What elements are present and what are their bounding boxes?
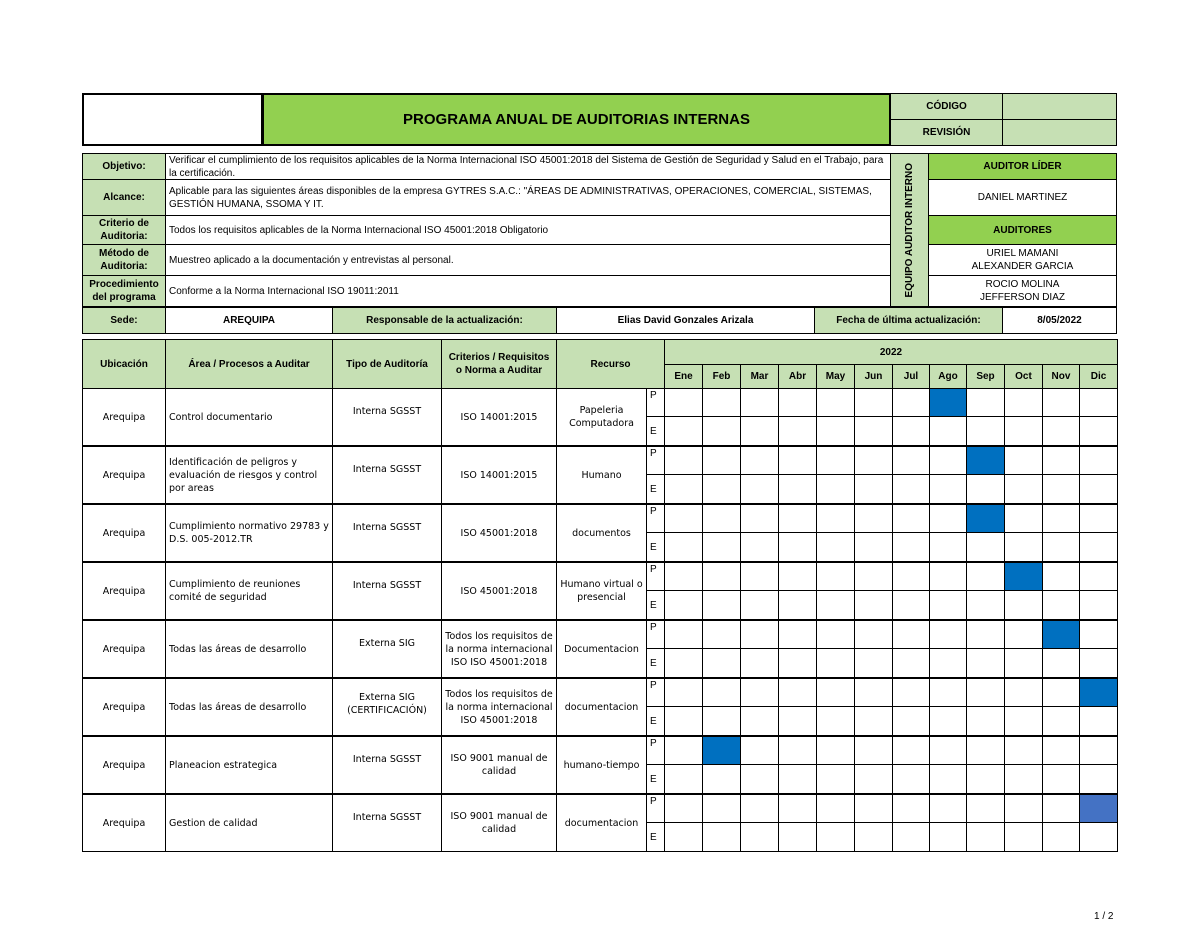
plan-cell-dic xyxy=(1079,446,1118,475)
exec-cell-abr xyxy=(778,764,817,794)
exec-cell-dic xyxy=(1079,648,1118,678)
exec-cell-ago xyxy=(929,822,967,852)
header-area: Área / Procesos a Auditar xyxy=(165,339,333,389)
plan-cell-mar xyxy=(740,388,779,417)
row-plan-label: P xyxy=(646,562,665,591)
plan-cell-jun xyxy=(854,504,893,533)
exec-cell-feb xyxy=(702,590,741,620)
plan-cell-ene xyxy=(664,562,703,591)
exec-cell-jul xyxy=(892,764,930,794)
plan-cell-ago xyxy=(929,504,967,533)
plan-cell-feb xyxy=(702,562,741,591)
exec-cell-sep xyxy=(966,416,1005,446)
plan-cell-ago xyxy=(929,388,967,417)
row-tipo: Externa SIG (CERTIFICACIÓN) xyxy=(332,678,442,736)
auditors-label: AUDITORES xyxy=(928,215,1117,245)
plan-cell-abr xyxy=(778,736,817,765)
plan-cell-oct xyxy=(1004,794,1043,823)
plan-cell-dic xyxy=(1079,794,1118,823)
row-ubicacion: Arequipa xyxy=(82,678,166,736)
plan-cell-nov xyxy=(1042,794,1080,823)
exec-cell-mar xyxy=(740,706,779,736)
month-header-dic: Dic xyxy=(1079,364,1118,389)
exec-cell-may xyxy=(816,474,855,504)
exec-cell-ene xyxy=(664,764,703,794)
plan-cell-nov xyxy=(1042,388,1080,417)
sede-value: AREQUIPA xyxy=(165,307,333,334)
exec-cell-may xyxy=(816,590,855,620)
row-criterio: Todos los requisitos de la norma internacional ISO ISO 45001:2018 xyxy=(441,620,557,678)
row-criterio: ISO 45001:2018 xyxy=(441,504,557,562)
exec-cell-feb xyxy=(702,706,741,736)
plan-cell-jul xyxy=(892,678,930,707)
exec-cell-nov xyxy=(1042,474,1080,504)
plan-cell-feb xyxy=(702,620,741,649)
plan-cell-may xyxy=(816,504,855,533)
exec-cell-jun xyxy=(854,590,893,620)
revision-label: REVISIÓN xyxy=(890,119,1003,146)
row-tipo: Interna SGSST xyxy=(332,562,442,620)
exec-cell-ago xyxy=(929,706,967,736)
exec-cell-jul xyxy=(892,822,930,852)
logo-area xyxy=(82,93,263,146)
exec-cell-dic xyxy=(1079,416,1118,446)
plan-cell-jun xyxy=(854,388,893,417)
row-tipo: Externa SIG xyxy=(332,620,442,678)
exec-cell-mar xyxy=(740,648,779,678)
plan-cell-ene xyxy=(664,388,703,417)
plan-cell-mar xyxy=(740,736,779,765)
plan-cell-feb xyxy=(702,736,741,765)
plan-cell-nov xyxy=(1042,562,1080,591)
auditors-group-2: ROCIO MOLINA JEFFERSON DIAZ xyxy=(928,275,1117,307)
code-label: CÓDIGO xyxy=(890,93,1003,120)
plan-cell-oct xyxy=(1004,504,1043,533)
header-criterios: Criterios / Requisitos o Norma a Auditar xyxy=(441,339,557,389)
row-plan-label: P xyxy=(646,736,665,765)
exec-cell-mar xyxy=(740,532,779,562)
exec-cell-dic xyxy=(1079,706,1118,736)
exec-cell-ene xyxy=(664,706,703,736)
plan-cell-abr xyxy=(778,446,817,475)
exec-cell-feb xyxy=(702,648,741,678)
exec-cell-sep xyxy=(966,822,1005,852)
plan-cell-jun xyxy=(854,736,893,765)
exec-cell-oct xyxy=(1004,590,1043,620)
plan-cell-mar xyxy=(740,678,779,707)
month-header-nov: Nov xyxy=(1042,364,1080,389)
exec-cell-ago xyxy=(929,474,967,504)
plan-cell-oct xyxy=(1004,446,1043,475)
page-title: PROGRAMA ANUAL DE AUDITORIAS INTERNAS xyxy=(262,93,891,146)
row-criterio: Todos los requisitos de la norma internacional ISO 45001:2018 xyxy=(441,678,557,736)
exec-cell-ago xyxy=(929,590,967,620)
plan-cell-sep xyxy=(966,794,1005,823)
plan-cell-jul xyxy=(892,562,930,591)
responsible-label: Responsable de la actualización: xyxy=(332,307,557,334)
exec-cell-jul xyxy=(892,474,930,504)
exec-cell-feb xyxy=(702,474,741,504)
plan-cell-abr xyxy=(778,794,817,823)
row-recurso: Humano xyxy=(556,446,647,504)
plan-cell-jul xyxy=(892,446,930,475)
exec-cell-oct xyxy=(1004,764,1043,794)
exec-cell-nov xyxy=(1042,416,1080,446)
exec-cell-feb xyxy=(702,416,741,446)
exec-cell-sep xyxy=(966,590,1005,620)
exec-cell-oct xyxy=(1004,474,1043,504)
exec-cell-ene xyxy=(664,822,703,852)
plan-cell-nov xyxy=(1042,620,1080,649)
exec-cell-jun xyxy=(854,706,893,736)
plan-cell-abr xyxy=(778,504,817,533)
exec-cell-jul xyxy=(892,532,930,562)
row-tipo: Interna SGSST xyxy=(332,446,442,504)
plan-cell-nov xyxy=(1042,446,1080,475)
exec-cell-nov xyxy=(1042,706,1080,736)
row-plan-label: P xyxy=(646,446,665,475)
plan-cell-jul xyxy=(892,620,930,649)
plan-cell-dic xyxy=(1079,678,1118,707)
plan-cell-jul xyxy=(892,736,930,765)
header-tipo: Tipo de Auditoría xyxy=(332,339,442,389)
exec-cell-mar xyxy=(740,590,779,620)
exec-cell-nov xyxy=(1042,648,1080,678)
plan-cell-dic xyxy=(1079,562,1118,591)
row-criterio: ISO 45001:2018 xyxy=(441,562,557,620)
exec-cell-ene xyxy=(664,648,703,678)
exec-cell-feb xyxy=(702,822,741,852)
exec-cell-mar xyxy=(740,764,779,794)
plan-cell-jul xyxy=(892,794,930,823)
row-exec-label: E xyxy=(646,532,665,562)
exec-cell-sep xyxy=(966,648,1005,678)
row-exec-label: E xyxy=(646,648,665,678)
exec-cell-ago xyxy=(929,416,967,446)
plan-cell-jun xyxy=(854,562,893,591)
plan-cell-jun xyxy=(854,678,893,707)
plan-cell-sep xyxy=(966,620,1005,649)
alcance-label: Alcance: xyxy=(82,179,166,216)
plan-cell-abr xyxy=(778,388,817,417)
plan-cell-dic xyxy=(1079,736,1118,765)
exec-cell-mar xyxy=(740,822,779,852)
exec-cell-jun xyxy=(854,416,893,446)
plan-cell-ene xyxy=(664,504,703,533)
exec-cell-nov xyxy=(1042,822,1080,852)
exec-cell-oct xyxy=(1004,532,1043,562)
exec-cell-dic xyxy=(1079,532,1118,562)
exec-cell-abr xyxy=(778,822,817,852)
plan-cell-jun xyxy=(854,620,893,649)
row-area: Identificación de peligros y evaluación de riesgos y control por areas xyxy=(165,446,333,504)
procedimiento-label: Procedimiento del programa xyxy=(82,275,166,307)
plan-cell-ago xyxy=(929,562,967,591)
header-ubicacion: Ubicación xyxy=(82,339,166,389)
plan-cell-sep xyxy=(966,562,1005,591)
exec-cell-abr xyxy=(778,706,817,736)
code-value xyxy=(1002,93,1117,120)
exec-cell-nov xyxy=(1042,764,1080,794)
page-number: 1 / 2 xyxy=(1094,911,1114,922)
header-year: 2022 xyxy=(664,339,1118,365)
exec-cell-jun xyxy=(854,474,893,504)
plan-cell-ene xyxy=(664,678,703,707)
row-ubicacion: Arequipa xyxy=(82,794,166,852)
exec-cell-jun xyxy=(854,648,893,678)
plan-cell-may xyxy=(816,794,855,823)
exec-cell-feb xyxy=(702,764,741,794)
plan-cell-dic xyxy=(1079,620,1118,649)
row-tipo: Interna SGSST xyxy=(332,736,442,794)
row-ubicacion: Arequipa xyxy=(82,388,166,446)
month-header-sep: Sep xyxy=(966,364,1005,389)
plan-cell-oct xyxy=(1004,388,1043,417)
alcance-text: Aplicable para las siguientes áreas disponibles de la empresa GYTRES S.A.C.: "ÁREAS DE ADMINISTRATIVAS, OPERACIONES, COMERCIAL, SISTEMAS, GESTIÓN HUMANA, SSOMA Y IT. xyxy=(165,179,891,216)
exec-cell-jun xyxy=(854,764,893,794)
exec-cell-jul xyxy=(892,648,930,678)
exec-cell-dic xyxy=(1079,764,1118,794)
exec-cell-ene xyxy=(664,590,703,620)
exec-cell-sep xyxy=(966,706,1005,736)
exec-cell-nov xyxy=(1042,532,1080,562)
exec-cell-ago xyxy=(929,648,967,678)
row-exec-label: E xyxy=(646,416,665,446)
plan-cell-nov xyxy=(1042,678,1080,707)
row-tipo: Interna SGSST xyxy=(332,388,442,446)
plan-cell-mar xyxy=(740,504,779,533)
plan-cell-feb xyxy=(702,794,741,823)
plan-cell-oct xyxy=(1004,562,1043,591)
exec-cell-may xyxy=(816,822,855,852)
row-area: Gestion de calidad xyxy=(165,794,333,852)
plan-cell-nov xyxy=(1042,736,1080,765)
plan-cell-sep xyxy=(966,678,1005,707)
exec-cell-sep xyxy=(966,764,1005,794)
plan-cell-abr xyxy=(778,678,817,707)
exec-cell-ene xyxy=(664,474,703,504)
row-recurso: Humano virtual o presencial xyxy=(556,562,647,620)
plan-cell-may xyxy=(816,388,855,417)
plan-cell-sep xyxy=(966,504,1005,533)
plan-cell-ene xyxy=(664,620,703,649)
lead-auditor-name: DANIEL MARTINEZ xyxy=(928,179,1117,216)
plan-cell-sep xyxy=(966,446,1005,475)
plan-cell-nov xyxy=(1042,504,1080,533)
row-tipo: Interna SGSST xyxy=(332,504,442,562)
plan-cell-may xyxy=(816,620,855,649)
exec-cell-oct xyxy=(1004,822,1043,852)
plan-cell-feb xyxy=(702,446,741,475)
plan-cell-abr xyxy=(778,562,817,591)
row-recurso: humano-tiempo xyxy=(556,736,647,794)
plan-cell-mar xyxy=(740,562,779,591)
exec-cell-jun xyxy=(854,822,893,852)
plan-cell-ago xyxy=(929,620,967,649)
exec-cell-may xyxy=(816,706,855,736)
month-header-may: May xyxy=(816,364,855,389)
plan-cell-dic xyxy=(1079,388,1118,417)
row-area: Cumplimiento de reuniones comité de seguridad xyxy=(165,562,333,620)
exec-cell-dic xyxy=(1079,822,1118,852)
exec-cell-oct xyxy=(1004,416,1043,446)
plan-cell-dic xyxy=(1079,504,1118,533)
plan-cell-may xyxy=(816,562,855,591)
exec-cell-ago xyxy=(929,532,967,562)
plan-cell-jun xyxy=(854,794,893,823)
responsible-value: Elias David Gonzales Arizala xyxy=(556,307,815,334)
row-area: Control documentario xyxy=(165,388,333,446)
row-plan-label: P xyxy=(646,794,665,823)
plan-cell-may xyxy=(816,736,855,765)
exec-cell-abr xyxy=(778,532,817,562)
exec-cell-jul xyxy=(892,706,930,736)
exec-cell-sep xyxy=(966,474,1005,504)
exec-cell-ene xyxy=(664,416,703,446)
month-header-ene: Ene xyxy=(664,364,703,389)
plan-cell-ago xyxy=(929,446,967,475)
row-criterio: ISO 14001:2015 xyxy=(441,446,557,504)
row-recurso: documentos xyxy=(556,504,647,562)
plan-cell-feb xyxy=(702,504,741,533)
sede-label: Sede: xyxy=(82,307,166,334)
plan-cell-abr xyxy=(778,620,817,649)
row-ubicacion: Arequipa xyxy=(82,736,166,794)
month-header-jun: Jun xyxy=(854,364,893,389)
exec-cell-oct xyxy=(1004,706,1043,736)
row-ubicacion: Arequipa xyxy=(82,562,166,620)
row-plan-label: P xyxy=(646,620,665,649)
row-area: Todas las áreas de desarrollo xyxy=(165,620,333,678)
exec-cell-jul xyxy=(892,416,930,446)
row-criterio: ISO 9001 manual de calidad xyxy=(441,794,557,852)
revision-value xyxy=(1002,119,1117,146)
exec-cell-nov xyxy=(1042,590,1080,620)
row-plan-label: P xyxy=(646,504,665,533)
exec-cell-dic xyxy=(1079,474,1118,504)
row-exec-label: E xyxy=(646,706,665,736)
exec-cell-abr xyxy=(778,648,817,678)
row-recurso: Papeleria Computadora xyxy=(556,388,647,446)
metodo-label: Método de Auditoria: xyxy=(82,244,166,276)
exec-cell-ene xyxy=(664,532,703,562)
auditors-group-1: URIEL MAMANI ALEXANDER GARCIA xyxy=(928,244,1117,276)
month-header-oct: Oct xyxy=(1004,364,1043,389)
criterio-label: Criterio de Auditoria: xyxy=(82,215,166,245)
month-header-feb: Feb xyxy=(702,364,741,389)
plan-cell-may xyxy=(816,446,855,475)
row-ubicacion: Arequipa xyxy=(82,620,166,678)
plan-cell-ene xyxy=(664,736,703,765)
plan-cell-mar xyxy=(740,620,779,649)
month-header-jul: Jul xyxy=(892,364,930,389)
plan-cell-ago xyxy=(929,794,967,823)
exec-cell-jun xyxy=(854,532,893,562)
plan-cell-may xyxy=(816,678,855,707)
exec-cell-mar xyxy=(740,474,779,504)
header-recurso: Recurso xyxy=(556,339,665,389)
row-area: Cumplimiento normativo 29783 y D.S. 005-2012.TR xyxy=(165,504,333,562)
exec-cell-mar xyxy=(740,416,779,446)
plan-cell-oct xyxy=(1004,678,1043,707)
plan-cell-ago xyxy=(929,678,967,707)
exec-cell-may xyxy=(816,648,855,678)
exec-cell-may xyxy=(816,764,855,794)
row-area: Todas las áreas de desarrollo xyxy=(165,678,333,736)
plan-cell-mar xyxy=(740,794,779,823)
row-exec-label: E xyxy=(646,764,665,794)
exec-cell-ago xyxy=(929,764,967,794)
plan-cell-sep xyxy=(966,736,1005,765)
metodo-text: Muestreo aplicado a la documentación y entrevistas al personal. xyxy=(165,244,891,276)
row-plan-label: P xyxy=(646,388,665,417)
plan-cell-oct xyxy=(1004,736,1043,765)
plan-cell-ago xyxy=(929,736,967,765)
row-recurso: documentacion xyxy=(556,678,647,736)
exec-cell-feb xyxy=(702,532,741,562)
exec-cell-dic xyxy=(1079,590,1118,620)
exec-cell-abr xyxy=(778,416,817,446)
month-header-mar: Mar xyxy=(740,364,779,389)
plan-cell-feb xyxy=(702,388,741,417)
row-area: Planeacion estrategica xyxy=(165,736,333,794)
row-exec-label: E xyxy=(646,822,665,852)
team-vertical-label: EQUIPO AUDITOR INTERNO xyxy=(904,162,915,298)
exec-cell-abr xyxy=(778,474,817,504)
row-plan-label: P xyxy=(646,678,665,707)
month-header-abr: Abr xyxy=(778,364,817,389)
plan-cell-oct xyxy=(1004,620,1043,649)
exec-cell-sep xyxy=(966,532,1005,562)
row-criterio: ISO 14001:2015 xyxy=(441,388,557,446)
plan-cell-sep xyxy=(966,388,1005,417)
row-tipo: Interna SGSST xyxy=(332,794,442,852)
plan-cell-mar xyxy=(740,446,779,475)
procedimiento-text: Conforme a la Norma Internacional ISO 19011:2011 xyxy=(165,275,891,307)
plan-cell-jul xyxy=(892,504,930,533)
row-exec-label: E xyxy=(646,590,665,620)
exec-cell-may xyxy=(816,532,855,562)
criterio-text: Todos los requisitos aplicables de la Norma Internacional ISO 45001:2018 Obligatorio xyxy=(165,215,891,245)
row-recurso: documentacion xyxy=(556,794,647,852)
exec-cell-abr xyxy=(778,590,817,620)
row-recurso: Documentacion xyxy=(556,620,647,678)
update-date-value: 8/05/2022 xyxy=(1002,307,1117,334)
schedule-table xyxy=(82,339,1117,843)
plan-cell-jul xyxy=(892,388,930,417)
row-ubicacion: Arequipa xyxy=(82,446,166,504)
team-vertical-label-cell xyxy=(890,153,929,307)
plan-cell-ene xyxy=(664,446,703,475)
row-criterio: ISO 9001 manual de calidad xyxy=(441,736,557,794)
lead-auditor-label: AUDITOR LÍDER xyxy=(928,153,1117,180)
exec-cell-jul xyxy=(892,590,930,620)
objetivo-label: Objetivo: xyxy=(82,153,166,180)
update-date-label: Fecha de última actualización: xyxy=(814,307,1003,334)
plan-cell-jun xyxy=(854,446,893,475)
plan-cell-ene xyxy=(664,794,703,823)
objetivo-text: Verificar el cumplimiento de los requisitos aplicables de la Norma Internacional ISO 45001:2018 del Sistema de Gestión de Seguridad y Salud en el Trabajo, para la certificación. xyxy=(165,153,891,180)
row-exec-label: E xyxy=(646,474,665,504)
exec-cell-may xyxy=(816,416,855,446)
month-header-ago: Ago xyxy=(929,364,967,389)
plan-cell-feb xyxy=(702,678,741,707)
exec-cell-oct xyxy=(1004,648,1043,678)
row-ubicacion: Arequipa xyxy=(82,504,166,562)
